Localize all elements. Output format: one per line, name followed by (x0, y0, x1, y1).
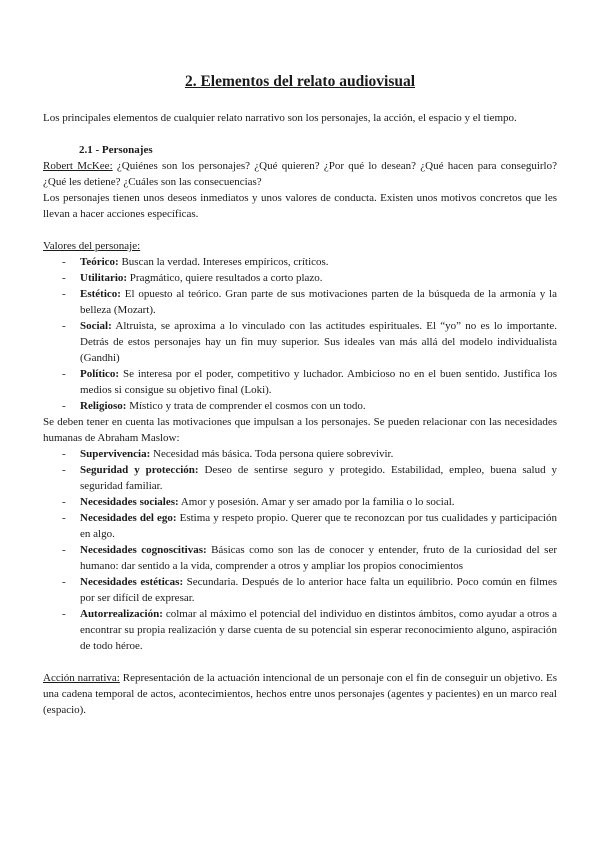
list-item-term: Teórico: (80, 256, 119, 268)
mckee-text: ¿Quiénes son los personajes? ¿Qué quieren? ¿Por qué lo desean? ¿Qué hacen para conseguirlo? ¿Qué les detiene? ¿Cuáles son las consecuencias? (43, 160, 557, 188)
list-marker: - (62, 608, 66, 620)
action-paragraph (43, 670, 557, 718)
list-marker: - (62, 288, 66, 300)
list-item-text: Necesidad más básica. Toda persona quiere sobrevivir. (150, 448, 394, 460)
list-item (43, 606, 557, 654)
list-marker: - (62, 448, 66, 460)
list-marker: - (62, 544, 66, 556)
list-item-text: Secundaria. Después de lo anterior hace falta un equilibrio. Poco común en filmes por ser difícil de expresar. (80, 576, 557, 604)
list-item-text: Deseo de sentirse seguro y protegido. Estabilidad, empleo, buena salud y seguridad familiar. (80, 464, 557, 492)
list-item-text: colmar al máximo el potencial del individuo en distintos ámbitos, como ayudar a otros a encontrar su propia realización y darse cuenta de su potencial sin esperar reconocimiento alguno, aspiración de todo héroe. (80, 608, 557, 652)
list-item-term: Necesidades del ego: (80, 512, 177, 524)
list-item-text: Místico y trata de comprender el cosmos con un todo. (126, 400, 366, 412)
values-heading: Valores del personaje: (43, 240, 141, 252)
list-marker: - (62, 272, 66, 284)
list-item (43, 366, 557, 398)
list-item (43, 446, 557, 462)
list-item-term: Necesidades cognoscitivas: (80, 544, 207, 556)
desires-paragraph: Los personajes tienen unos deseos inmediatos y unos valores de conducta. Existen unos motivos concretos que les llevan a hacer acciones específicas. (43, 192, 557, 220)
mckee-label: Robert McKee: (43, 160, 113, 172)
list-item (43, 494, 557, 510)
mckee-paragraph (43, 158, 557, 190)
list-marker: - (62, 400, 66, 412)
list-marker: - (62, 496, 66, 508)
list-item (43, 270, 557, 286)
list-item-text: Se interesa por el poder, competitivo y luchador. Ambicioso no en el buen sentido. Justifica los medios si consigue su objetivo final (Loki). (80, 368, 557, 396)
action-label: Acción narrativa: (43, 672, 120, 684)
list-marker: - (62, 256, 66, 268)
list-item (43, 510, 557, 542)
list-item-term: Religioso: (80, 400, 127, 412)
list-item-term: Estético: (80, 288, 121, 300)
list-item-term: Político: (80, 368, 120, 380)
list-item (43, 254, 557, 270)
list-item-term: Supervivencia: (80, 448, 151, 460)
list-item-term: Necesidades estéticas: (80, 576, 184, 588)
list-item-term: Utilitario: (80, 272, 128, 284)
list-item-text: Altruista, se aproxima a lo vinculado con las actitudes espirituales. El “yo” no es lo importante. Detrás de estos personajes hay un fin muy superior. Sus ideales van más allá del modelo individualista (Gandhi) (80, 320, 557, 364)
intro-paragraph: Los principales elementos de cualquier relato narrativo son los personajes, la acción, el espacio y el tiempo. (43, 112, 517, 124)
list-item-term: Seguridad y protección: (80, 464, 199, 476)
list-item (43, 462, 557, 494)
list-marker: - (62, 576, 66, 588)
maslow-intro: Se deben tener en cuenta las motivaciones que impulsan a los personajes. Se pueden relacionar con las necesidades humanas de Abraham Maslow: (43, 416, 557, 444)
list-item (43, 286, 557, 318)
list-item-text: Básicas como son las de conocer y entender, fruto de la curiosidad del ser humano: dar sentido a la vida, comprender a otros y ampliar los propios conocimientos (80, 544, 557, 572)
list-item (43, 574, 557, 606)
list-item-text: Pragmático, quiere resultados a corto plazo. (127, 272, 323, 284)
list-item-text: El opuesto al teórico. Gran parte de sus motivaciones parten de la búsqueda de la armonía y la belleza (Mozart). (80, 288, 557, 316)
page-title: 2. Elementos del relato audiovisual (184, 73, 416, 90)
list-marker: - (62, 368, 66, 380)
list-item-term: Autorrealización: (80, 608, 163, 620)
list-item-term: Necesidades sociales: (80, 496, 179, 508)
section-heading: 2.1 - Personajes (79, 144, 153, 156)
list-marker: - (62, 464, 66, 476)
action-text: Representación de la actuación intencional de un personaje con el fin de conseguir un objetivo. Es una cadena temporal de actos, acontecimientos, hechos entre unos personajes (agentes y pacientes) en un marco real (espacio). (43, 672, 558, 716)
list-item-text: Amor y posesión. Amar y ser amado por la familia o lo social. (178, 496, 455, 508)
list-item (43, 318, 557, 366)
list-marker: - (62, 512, 66, 524)
list-item-text: Buscan la verdad. Intereses empíricos, críticos. (118, 256, 329, 268)
list-item-term: Social: (80, 320, 112, 332)
list-marker: - (62, 320, 66, 332)
list-item (43, 398, 557, 414)
list-item (43, 542, 557, 574)
maslow-list (43, 446, 557, 654)
list-item-text: Estima y respeto propio. Querer que te reconozcan por tus cualidades y participación en algo. (80, 512, 557, 540)
values-list (43, 254, 557, 414)
